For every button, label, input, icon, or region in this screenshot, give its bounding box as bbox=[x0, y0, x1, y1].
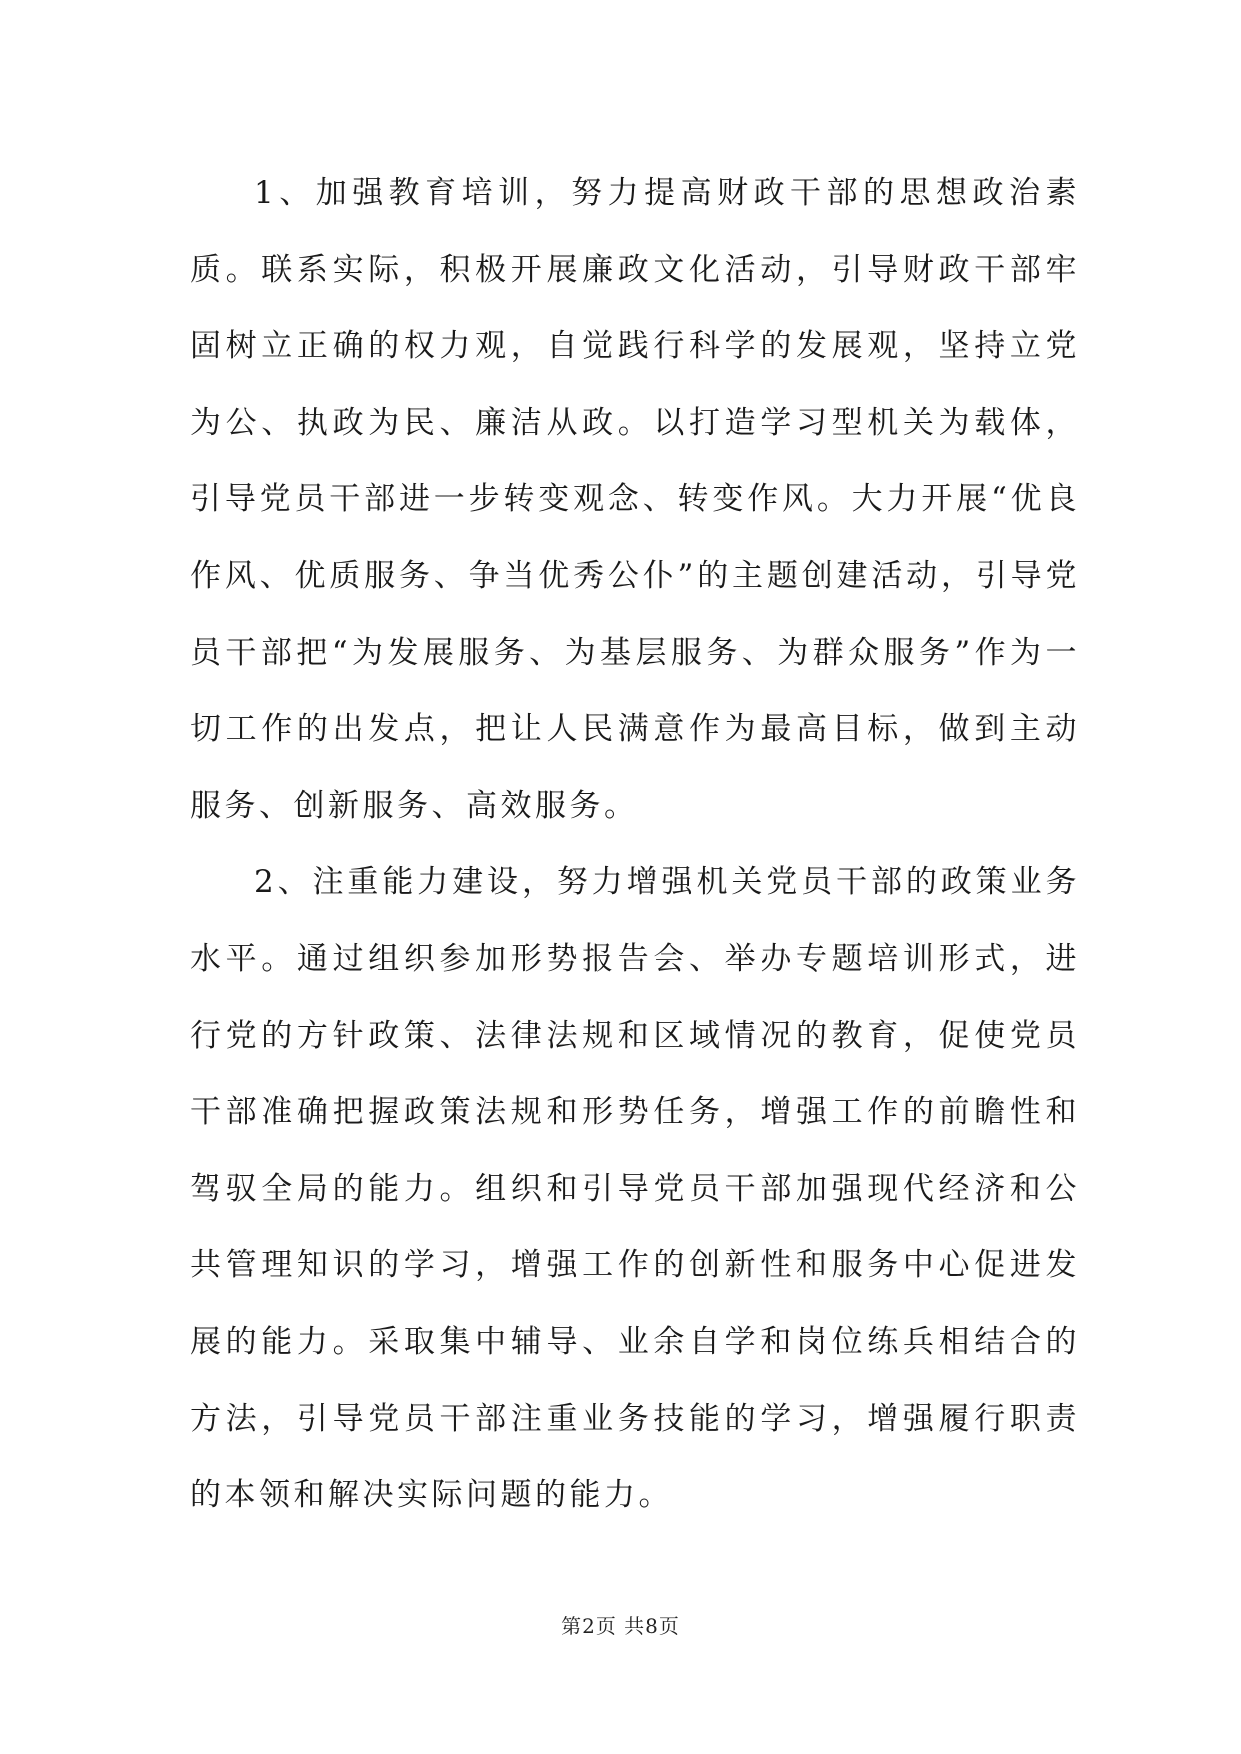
document-body bbox=[190, 155, 1080, 1534]
paragraph-2: 2、注重能力建设，努力增强机关党员干部的政策业务水平。通过组织参加形势报告会、举办专题培训形式，进行党的方针政策、法律法规和区域情况的教育，促使党员干部准确把握政策法规和形势任务，增强工作的前瞻性和驾驭全局的能力。组织和引导党员干部加强现代经济和公共管理知识的学习，增强工作的创新性和服务中心促进发展的能力。采取集中辅导、业余自学和岗位练兵相结合的方法，引导党员干部注重业务技能的学习，增强履行职责的本领和解决实际问题的能力。 bbox=[190, 864, 1080, 1514]
paragraph-1: 1、加强教育培训，努力提高财政干部的思想政治素质。联系实际，积极开展廉政文化活动，引导财政干部牢固树立正确的权力观，自觉践行科学的发展观，坚持立党为公、执政为民、廉洁从政。以打造学习型机关为载体，引导党员干部进一步转变观念、转变作风。大力开展“优良作风、优质服务、争当优秀公仆”的主题创建活动，引导党员干部把“为发展服务、为基层服务、为群众服务”作为一切工作的出发点，把让人民满意作为最高目标，做到主动服务、创新服务、高效服务。 bbox=[190, 175, 1080, 824]
page-number-footer: 第2页 共8页 bbox=[561, 1614, 680, 1638]
